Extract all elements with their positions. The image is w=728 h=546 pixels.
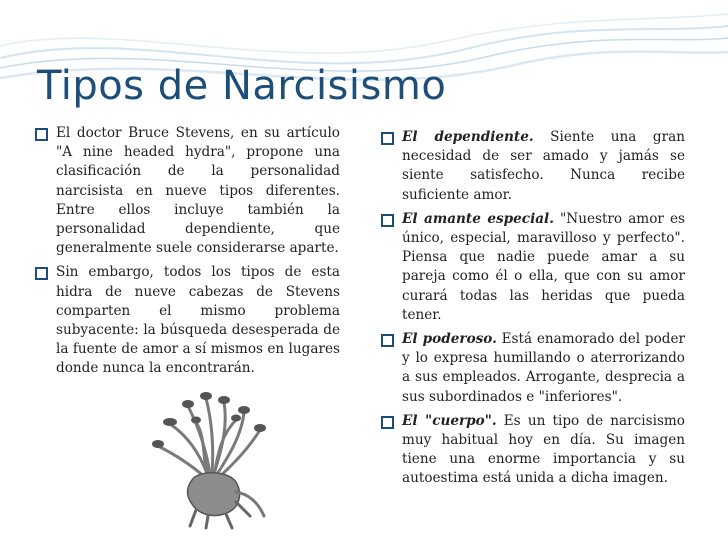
square-bullet-icon [381, 132, 394, 145]
bullet-item [380, 330, 685, 407]
bullet-item [380, 412, 685, 489]
bullet-text: "Nuestro amor es único, especial, maravilloso y perfecto". Piensa que nadie puede amar a su pareja como él o ella, que con su amor curará todas las heridas que pueda tener. [402, 210, 685, 323]
bullet-text: Sin embargo, todos los tipos de esta hidra de nueve cabezas de Stevens comparten el mismo problema subyacente: la búsqueda desesperada de la fuente de amor a sí mismos en lugares donde nunca la encontrarán. [56, 264, 340, 377]
bullet-text: El doctor Bruce Stevens, en su artículo "A nine headed hydra", propone una clasificación de la personalidad narcisista en nueve tipos diferentes. Entre ellos incluye también la personalidad dependiente, que generalmente suele considerarse aparte. [56, 125, 340, 257]
bullet-item [34, 263, 340, 378]
bullet-term: El poderoso. [402, 331, 497, 348]
bullet-text: Siente una gran necesidad de ser amado y jamás se siente satisfecho. Nunca recibe suficiente amor. [402, 129, 685, 203]
bullet-term: El amante especial. [402, 210, 554, 227]
square-bullet-icon [381, 334, 394, 347]
square-bullet-icon [381, 214, 394, 227]
left-column [34, 124, 340, 384]
bullet-text: Es un tipo de narcisismo muy habitual hoy en día. Su imagen tiene una enorme importancia y su autoestima está unida a dicha imagen. [402, 412, 685, 487]
square-bullet-icon [381, 416, 394, 429]
bullet-item [380, 128, 685, 205]
right-column [380, 128, 685, 494]
hydra-illustration [148, 384, 272, 530]
bullet-text: Está enamorado del poder y lo expresa humillando o aterrorizando a sus empleados. Arrogante, desprecia a sus subordinados e "inferiores". [402, 331, 685, 405]
bullet-item [34, 124, 340, 258]
square-bullet-icon [35, 128, 48, 141]
bullet-item [380, 210, 685, 325]
slide-title: Tipos de Narcisismo [37, 63, 447, 109]
square-bullet-icon [35, 267, 48, 280]
bullet-term: El "cuerpo". [402, 412, 497, 429]
bullet-term: El dependiente. [402, 129, 534, 145]
